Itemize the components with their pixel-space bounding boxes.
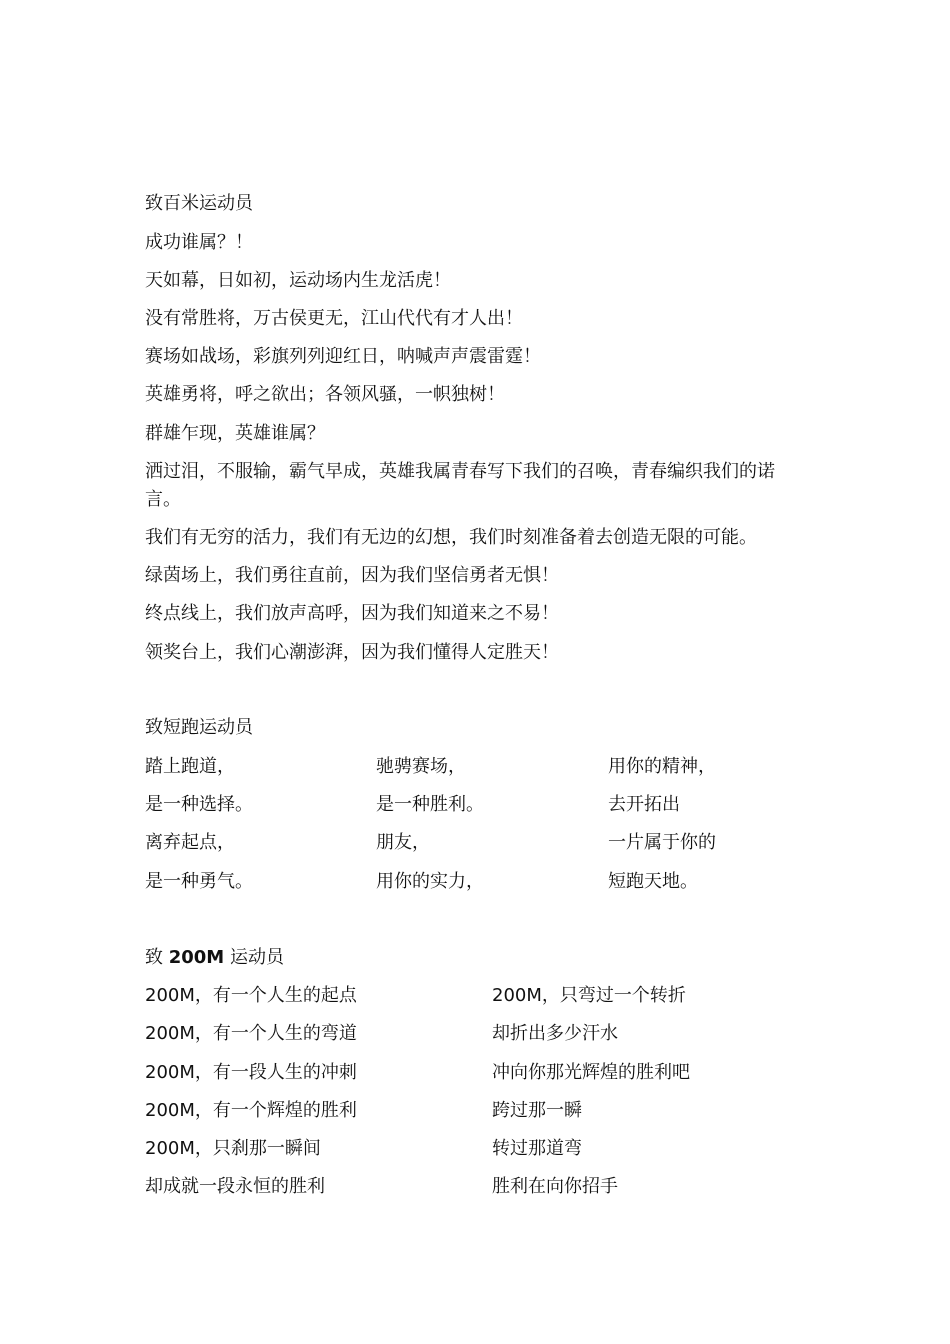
poem-line: 成功谁属？！ — [145, 232, 253, 253]
poem-cell: 200M，有一个辉煌的胜利 — [145, 1100, 357, 1121]
poem-cell: 是一种选择。 — [145, 794, 253, 815]
poem-line: 天如幕，日如初，运动场内生龙活虎！ — [145, 270, 451, 291]
poem-cell: 离弃起点， — [145, 832, 235, 853]
poem-line: 绿茵场上，我们勇往直前，因为我们坚信勇者无惧！ — [145, 565, 559, 586]
poem-line: 英雄勇将，呼之欲出；各领风骚，一帜独树！ — [145, 384, 505, 405]
poem-cell: 短跑天地。 — [608, 871, 698, 892]
poem-cell: 胜利在向你招手 — [492, 1176, 618, 1197]
poem-line: 赛场如战场，彩旗列列迎红日，呐喊声声震雷霆！ — [145, 346, 541, 367]
poem-cell: 用你的实力， — [376, 871, 484, 892]
poem-cell: 一片属于你的 — [608, 832, 716, 853]
poem-line: 没有常胜将，万古侯更无，江山代代有才人出！ — [145, 308, 523, 329]
poem-cell: 200M，有一段人生的冲刺 — [145, 1062, 357, 1083]
poem-line: 领奖台上，我们心潮澎湃，因为我们懂得人定胜天！ — [145, 642, 559, 663]
poem-cell: 却折出多少汗水 — [492, 1023, 618, 1044]
poem-line: 群雄乍现，英雄谁属？ — [145, 423, 325, 444]
poem-line: 洒过泪，不服输，霸气早成，英雄我属青春写下我们的召唤，青春编织我们的诺言。 — [145, 461, 775, 510]
poem-cell: 跨过那一瞬 — [492, 1100, 582, 1121]
section-title-200m — [145, 946, 284, 970]
poem-cell: 200M，只刹那一瞬间 — [145, 1138, 321, 1159]
poem-line: 终点线上，我们放声高呼，因为我们知道来之不易！ — [145, 603, 559, 624]
poem-cell: 200M，只弯过一个转折 — [492, 985, 686, 1006]
poem-cell: 踏上跑道， — [145, 756, 235, 777]
poem-cell: 却成就一段永恒的胜利 — [145, 1176, 325, 1197]
poem-cell: 去开拓出 — [608, 794, 680, 815]
poem-cell: 驰骋赛场， — [376, 756, 466, 777]
poem-cell: 转过那道弯 — [492, 1138, 582, 1159]
section-title-prefix: 致 — [145, 947, 163, 968]
poem-line: 我们有无穷的活力，我们有无边的幻想，我们时刻准备着去创造无限的可能。 — [145, 527, 757, 548]
section-title-100m: 致百米运动员 — [145, 193, 253, 214]
poem-cell: 是一种勇气。 — [145, 871, 253, 892]
poem-cell: 是一种胜利。 — [376, 794, 484, 815]
poem-cell: 冲向你那光辉煌的胜利吧 — [492, 1062, 690, 1083]
poem-cell: 朋友， — [376, 832, 430, 853]
section-title-sprint: 致短跑运动员 — [145, 717, 253, 738]
section-title-distance: 200M — [168, 947, 225, 968]
poem-cell: 200M，有一个人生的起点 — [145, 985, 357, 1006]
section-title-suffix: 运动员 — [229, 947, 284, 968]
poem-cell: 用你的精神， — [608, 756, 716, 777]
poem-cell: 200M，有一个人生的弯道 — [145, 1023, 357, 1044]
